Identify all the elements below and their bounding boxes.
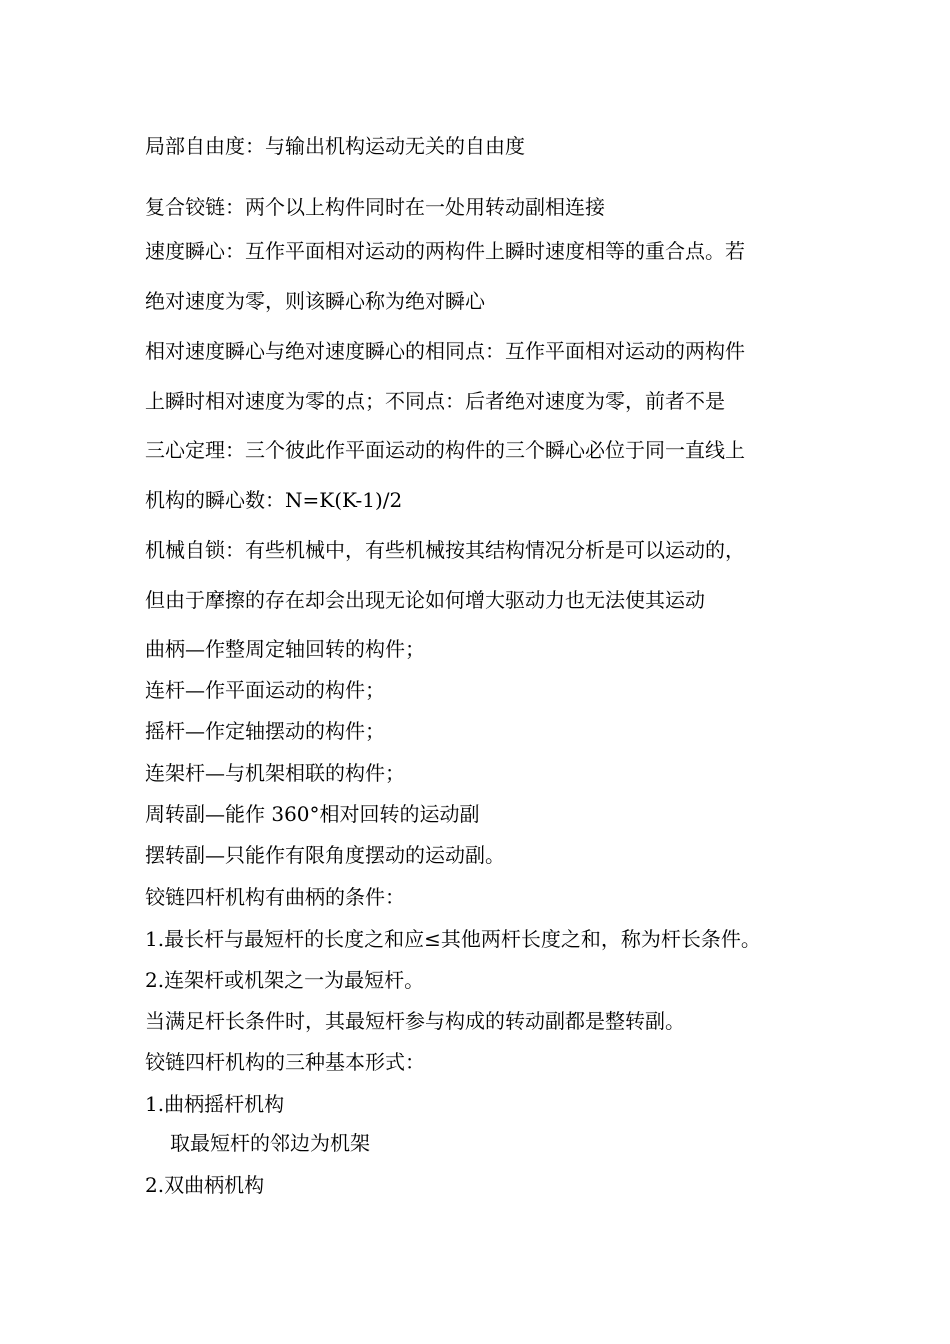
text-line: 2.双曲柄机构 [145, 1173, 265, 1197]
text-line: 铰链四杆机构有曲柄的条件： [145, 885, 405, 909]
text-line: 1.曲柄摇杆机构 [145, 1092, 285, 1116]
text-line: 周转副—能作 360°相对回转的运动副 [145, 802, 480, 826]
text-line: 曲柄—作整周定轴回转的构件； [145, 637, 425, 661]
text-line: 铰链四杆机构的三种基本形式： [145, 1050, 425, 1074]
text-line: 2.连架杆或机架之一为最短杆。 [145, 968, 425, 992]
text-line: 但由于摩擦的存在却会出现无论如何增大驱动力也无法使其运动 [145, 588, 705, 612]
text-line: 摆转副—只能作有限角度摆动的运动副。 [145, 843, 505, 867]
text-line: 三心定理：三个彼此作平面运动的构件的三个瞬心必位于同一直线上 [145, 438, 745, 462]
text-line: 复合铰链：两个以上构件同时在一处用转动副相连接 [145, 195, 605, 219]
text-line: 绝对速度为零，则该瞬心称为绝对瞬心 [145, 289, 485, 313]
text-line: 机构的瞬心数：N=K(K-1)/2 [145, 488, 403, 512]
text-line: 取最短杆的邻边为机架 [170, 1131, 370, 1155]
text-line: 局部自由度：与输出机构运动无关的自由度 [145, 134, 525, 158]
text-line: 1.最长杆与最短杆的长度之和应≤其他两杆长度之和，称为杆长条件。 [145, 927, 761, 951]
text-line: 相对速度瞬心与绝对速度瞬心的相同点：互作平面相对运动的两构件 [145, 339, 745, 363]
text-line: 上瞬时相对速度为零的点；不同点：后者绝对速度为零，前者不是 [145, 389, 725, 413]
text-line: 连架杆—与机架相联的构件； [145, 761, 405, 785]
text-line: 连杆—作平面运动的构件； [145, 678, 385, 702]
text-line: 当满足杆长条件时，其最短杆参与构成的转动副都是整转副。 [145, 1009, 685, 1033]
text-line: 速度瞬心：互作平面相对运动的两构件上瞬时速度相等的重合点。若 [145, 239, 745, 263]
text-line: 机械自锁：有些机械中，有些机械按其结构情况分析是可以运动的， [145, 538, 745, 562]
text-line: 摇杆—作定轴摆动的构件； [145, 719, 385, 743]
